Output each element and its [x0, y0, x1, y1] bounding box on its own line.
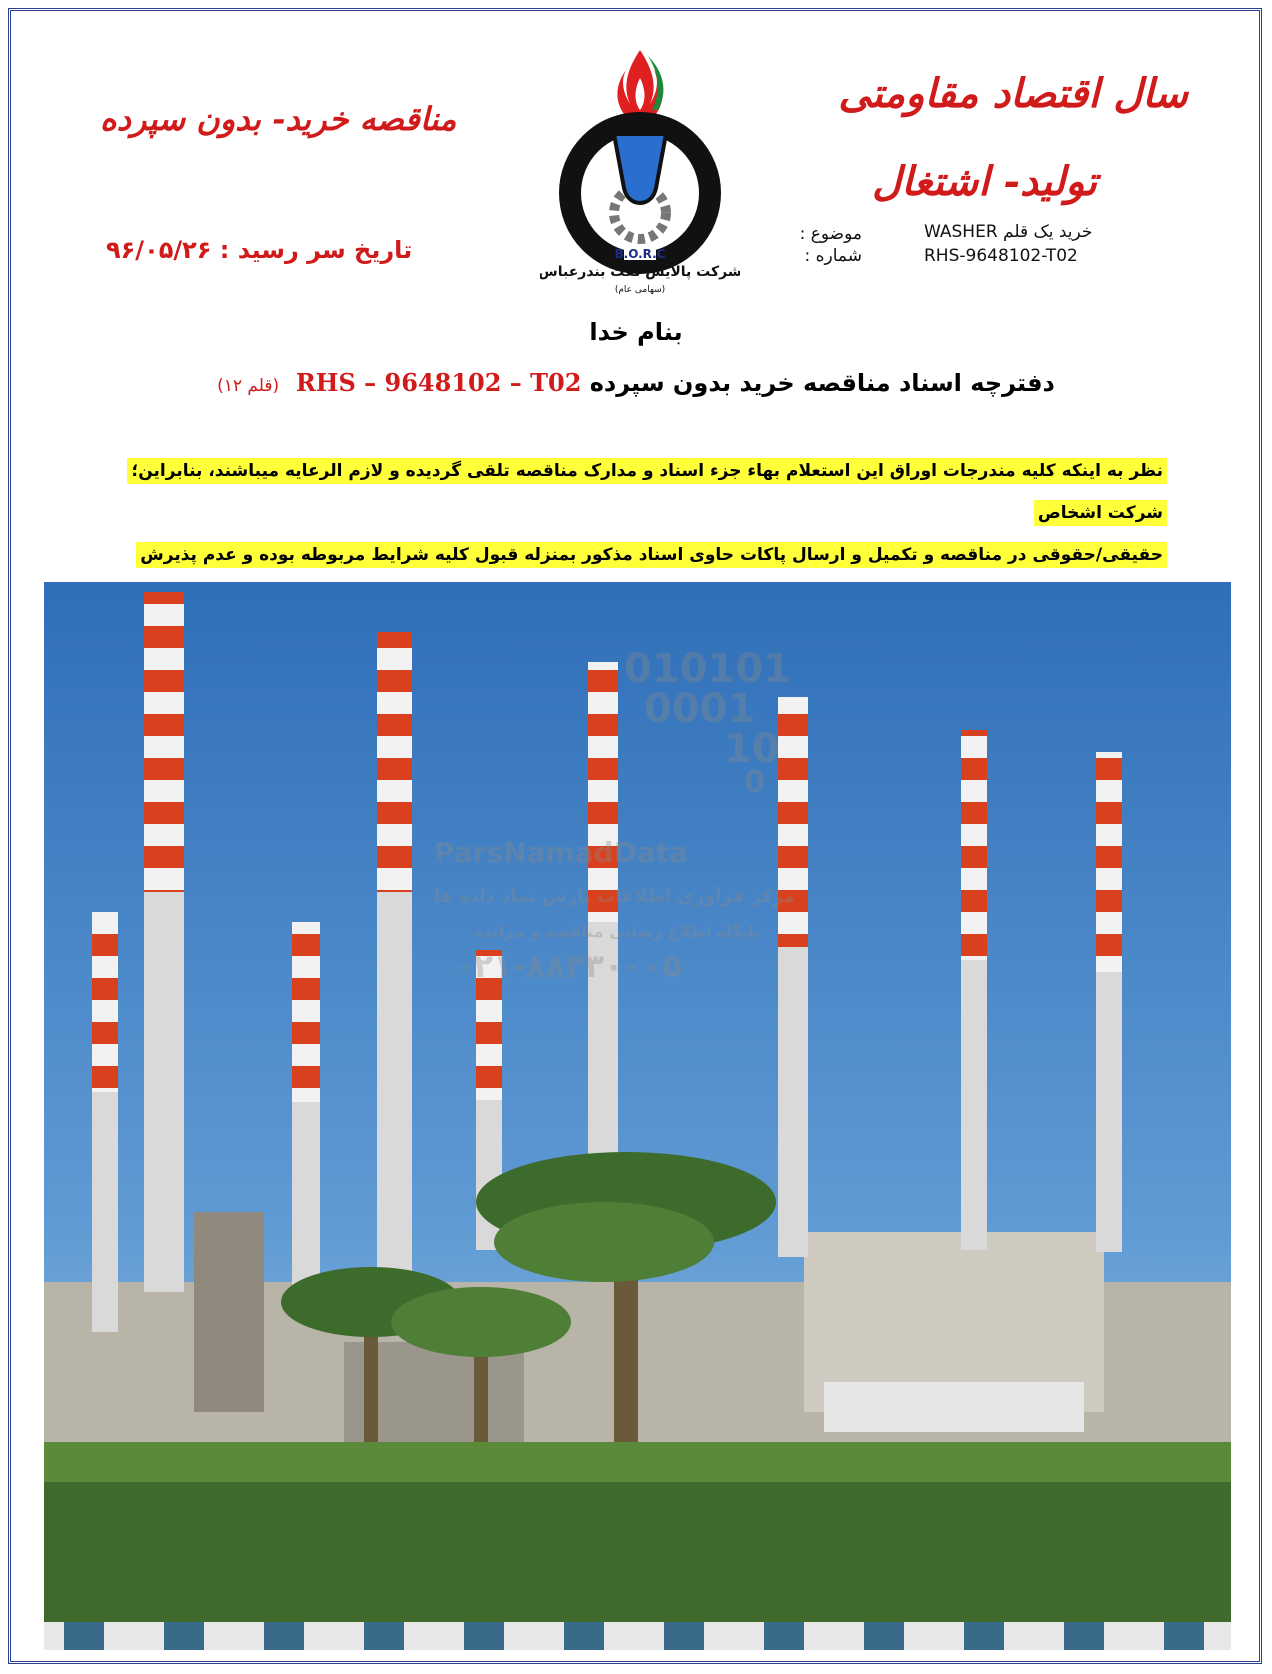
- number-label: شماره :: [804, 246, 862, 266]
- logo-type: (سهامی عام): [614, 285, 666, 295]
- tender-type: مناقصه خرید- بدون سپرده: [100, 100, 457, 138]
- watermark-digits4: 0: [744, 765, 765, 800]
- watermark-brand: ParsNamadData: [434, 836, 688, 869]
- watermark-tagline: مرکز فرآوری اطلاعات پارس نماد داده ها: [434, 886, 795, 907]
- subject-value: WASHER خرید یک قلم: [924, 222, 1093, 242]
- logo-company: شرکت پالایش نفت بندرعباس: [540, 264, 740, 280]
- watermark-phone: ۰۲۱-۸۸۳۳۰۰۰۵: [454, 947, 683, 985]
- slogan-line2: تولید- اشتغال: [872, 158, 1097, 205]
- slogan-line1: سال اقتصاد مقاومتی: [838, 70, 1188, 117]
- number-value: RHS-9648102-T02: [924, 246, 1078, 266]
- refinery-photo: [44, 582, 1231, 1650]
- tender-code: RHS – 9648102 – T02: [295, 368, 582, 397]
- company-logo: [540, 38, 740, 298]
- watermark-digits2: 0001: [644, 686, 756, 732]
- notice-line2: حقیقی/حقوقی در مناقصه و تکمیل و ارسال پاکات حاوی اسناد مذکور بمنزله قبول کلیه شرایط مربوطه بوده و عدم پذیرش: [136, 542, 1167, 610]
- document-title: [0, 368, 1272, 397]
- watermark-digits3: 10: [724, 726, 780, 772]
- bismillah: بنام خدا: [589, 318, 683, 346]
- item-count: (قلم ۱۲): [217, 376, 280, 396]
- title-main: دفترچه اسناد مناقصه خرید بدون سپرده: [589, 369, 1055, 397]
- subject-label: موضوع :: [799, 224, 862, 244]
- watermark-db: پایگاه اطلاع رسانی مناقصه و مزایده: [474, 922, 760, 941]
- logo-abbr: B.O.R.C: [614, 247, 666, 261]
- watermark-digits1: 010101: [624, 646, 791, 692]
- deadline: تاریخ سر رسید : ۹۶/۰۵/۲۶: [106, 236, 413, 264]
- notice-line1: نظر به اینکه کلیه مندرجات اوراق این استعلام بهاء جزء اسناد و مدارک مناقصه تلقی گردیده و لازم الرعایه میباشند، بنابراین؛ شرکت اشخاص: [127, 458, 1167, 526]
